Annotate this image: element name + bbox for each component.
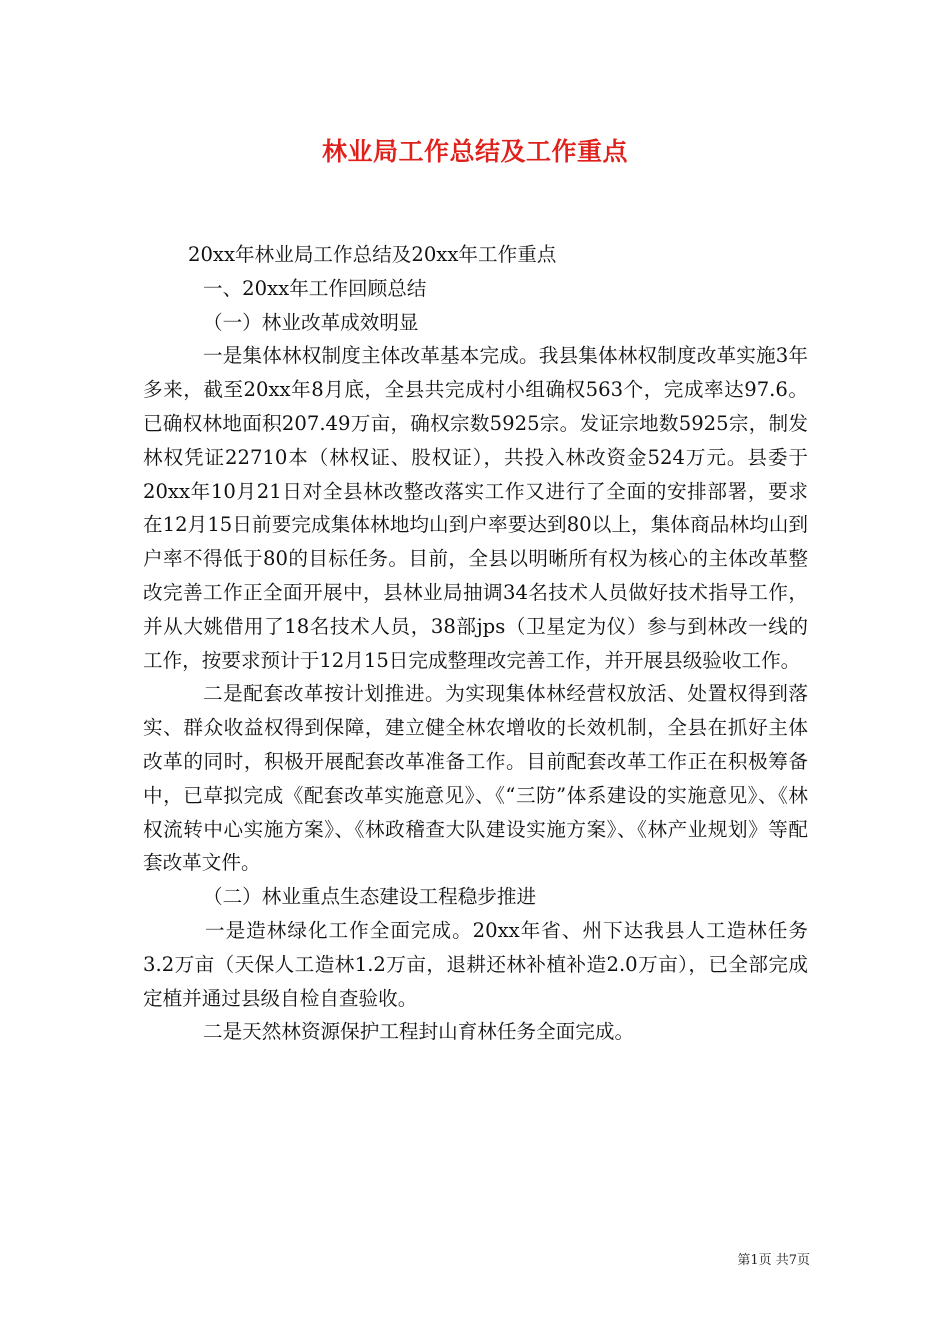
page-title: 林业局工作总结及工作重点 xyxy=(321,137,628,166)
paragraph-forest-rights-reform: 一是集体林权制度主体改革基本完成。我县集体林权制度改革实施3年多来，截至20xx年8月底，全县共完成村小组确权563个，完成率达97.6。已确权林地面积207.49万亩，确权宗数5925宗。发证宗地数5925宗，制发林权凭证22710本（林权证、股权证），共投入林改资金524万元。县委于20xx年10月21日对全县林改整改落实工作又进行了全面的安排部署，要求在12月15日前要完成集体林地均山到户率要达到80以上，集体商品林均山到户率不得低于80的目标任务。目前，全县以明晰所有权为核心的主体改革整改完善工作正全面开展中，县林业局抽调34名技术人员做好技术指导工作，并从大姚借用了18名技术人员，38部jps（卫星定为仪）参与到林改一线的工作，按要求预计于12月15日完成整理改完善工作，并开展县级验收工作。 xyxy=(143,344,808,672)
heading-section-1: 一、20xx年工作回顾总结 xyxy=(203,276,427,300)
page-number: 第1页 共7页 xyxy=(737,1253,810,1268)
heading-subsection-2: （二）林业重点生态建设工程稳步推进 xyxy=(203,885,537,909)
heading-subsection-1: （一）林业改革成效明显 xyxy=(203,310,419,334)
paragraph-natural-forest-protection: 二是天然林资源保护工程封山育林任务全面完成。 xyxy=(203,1020,635,1044)
paragraph-supporting-reform: 二是配套改革按计划推进。为实现集体林经营权放活、处置权得到落实、群众收益权得到保障，建立健全林农增收的长效机制，全县在抓好主体改革的同时，积极开展配套改革准备工作。目前配套改革工作正在积极筹备中，已草拟完成《配套改革实施意见》、《“三防”体系建设的实施意见》、《林权流转中心实施方案》、《林政稽查大队建设实施方案》、《林产业规划》等配套改革文件。 xyxy=(143,682,808,875)
paragraph-subtitle: 20xx年林业局工作总结及20xx年工作重点 xyxy=(188,243,557,266)
paragraph-afforestation: 一是造林绿化工作全面完成。20xx年省、州下达我县人工造林任务3.2万亩（天保人工造林1.2万亩，退耕还林补植补造2.0万亩），已全部完成定植并通过县级自检自查验收。 xyxy=(143,918,808,1010)
document-body xyxy=(143,238,808,1049)
